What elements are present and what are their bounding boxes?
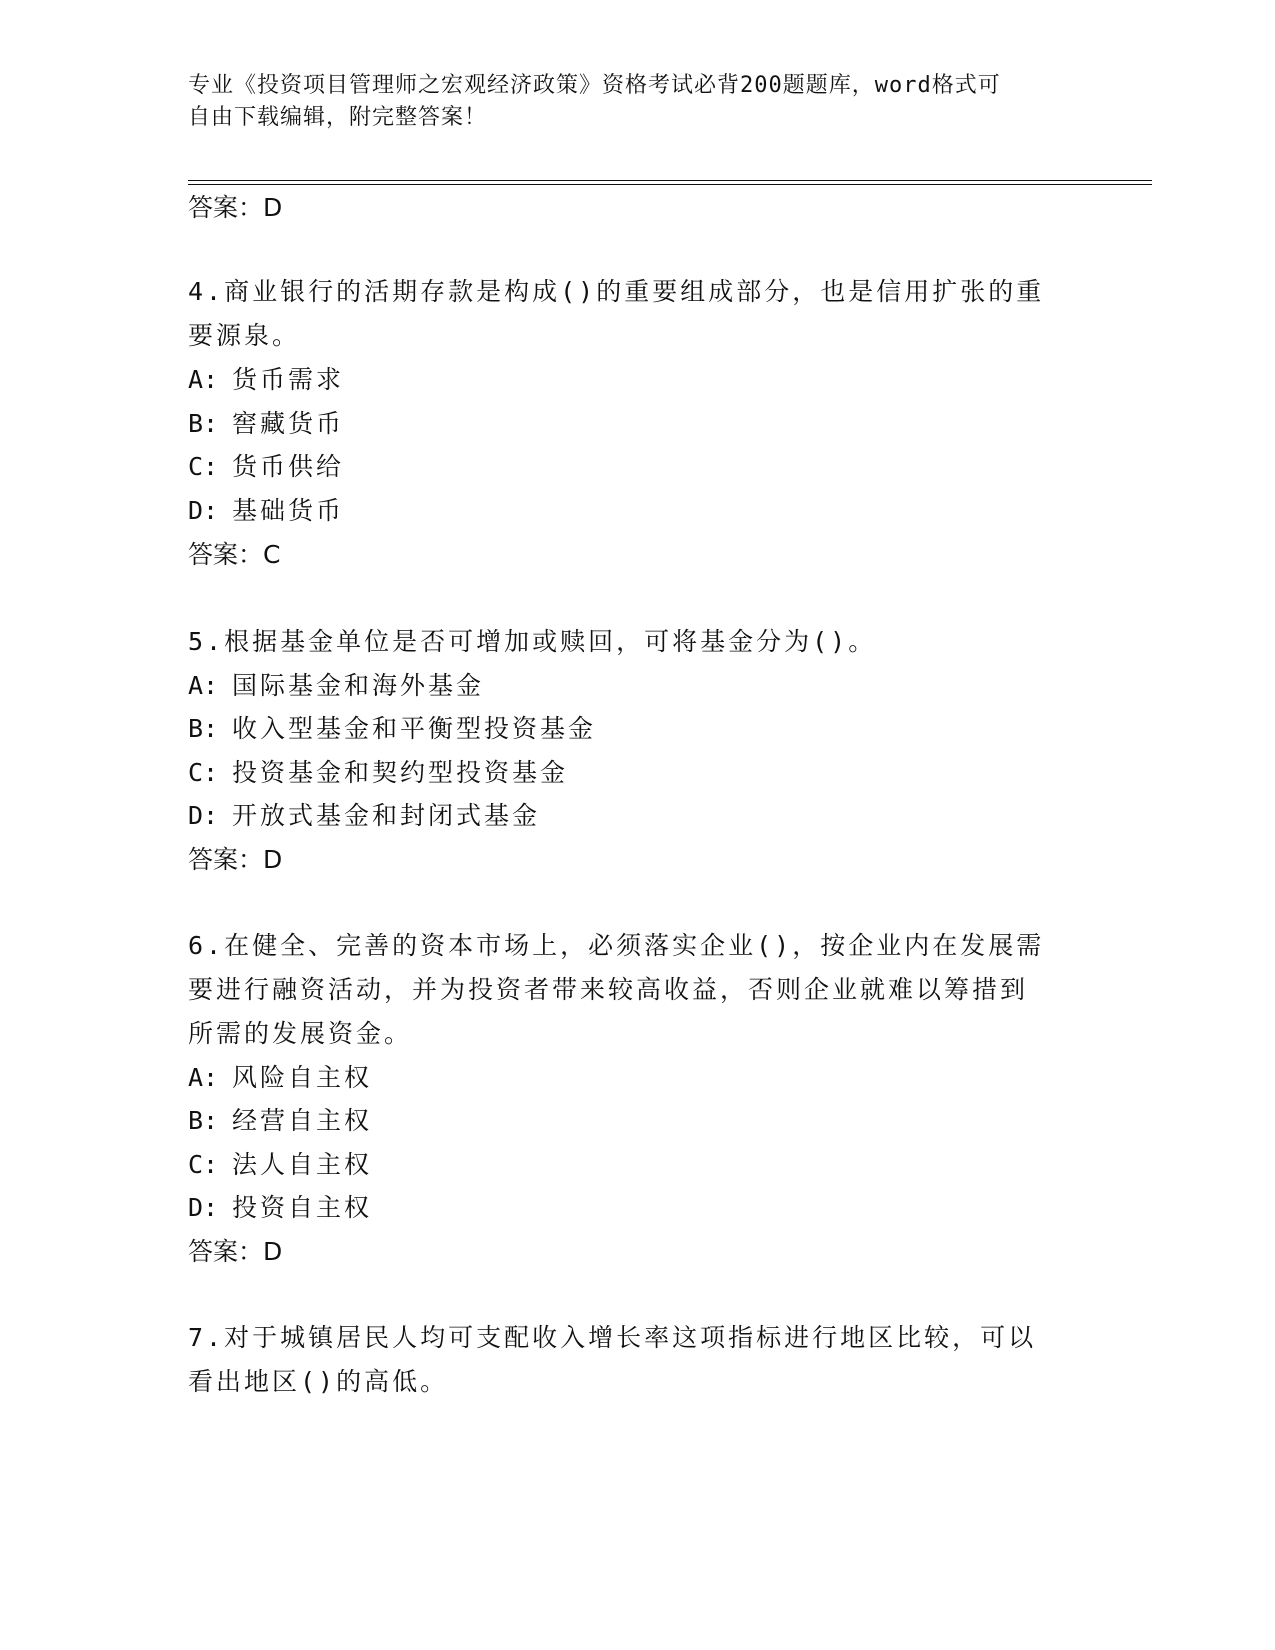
- option-c: [188, 447, 1088, 483]
- option-text: 投资基金和契约型投资基金: [232, 758, 569, 787]
- question-text-line: 要源泉。: [188, 321, 301, 350]
- header-line-2: 自由下载编辑，附完整答案！: [188, 105, 488, 130]
- option-text: 货币需求: [232, 365, 345, 394]
- option-letter: B:: [188, 409, 219, 438]
- option-letter: D:: [188, 801, 219, 830]
- option-text: 开放式基金和封闭式基金: [232, 801, 541, 830]
- answer-line: 答案：C: [188, 540, 281, 569]
- question-text-line: 5.根据基金单位是否可增加或赎回，可将基金分为()。: [188, 627, 877, 656]
- option-letter: C:: [188, 758, 219, 787]
- answer-line: 答案：D: [188, 1237, 283, 1266]
- option-text: 法人自主权: [232, 1150, 373, 1179]
- option-text: 货币供给: [232, 452, 345, 481]
- question-text-line: 所需的发展资金。: [188, 1019, 413, 1048]
- option-d: [188, 796, 1088, 832]
- option-d: [188, 491, 1088, 527]
- option-b: [188, 404, 1088, 440]
- answer-line: 答案：D: [188, 845, 283, 874]
- option-letter: C:: [188, 1150, 219, 1179]
- option-letter: D:: [188, 1193, 219, 1222]
- option-text: 经营自主权: [232, 1106, 373, 1135]
- answer-line: 答案：D: [188, 193, 283, 222]
- option-letter: A:: [188, 671, 219, 700]
- question-text-line: 要进行融资活动，并为投资者带来较高收益，否则企业就难以筹措到: [188, 975, 1029, 1004]
- option-text: 风险自主权: [232, 1063, 373, 1092]
- option-c: [188, 1145, 1088, 1181]
- option-letter: A:: [188, 1063, 219, 1092]
- option-a: [188, 1058, 1088, 1094]
- question-text-line: 4.商业银行的活期存款是构成()的重要组成部分，也是信用扩张的重: [188, 277, 1045, 306]
- option-text: 投资自主权: [232, 1193, 373, 1222]
- option-text: 基础货币: [232, 496, 345, 525]
- option-c: [188, 753, 1088, 789]
- option-text: 窖藏货币: [232, 409, 345, 438]
- question-text-line: 7.对于城镇居民人均可支配收入增长率这项指标进行地区比较，可以: [188, 1323, 1037, 1352]
- option-a: [188, 360, 1088, 396]
- option-letter: A:: [188, 365, 219, 394]
- option-letter: B:: [188, 714, 219, 743]
- header-line-1: 专业《投资项目管理师之宏观经济政策》资格考试必背200题题库，word格式可: [188, 73, 1001, 98]
- option-d: [188, 1188, 1088, 1224]
- option-letter: C:: [188, 452, 219, 481]
- option-b: [188, 709, 1088, 745]
- option-a: [188, 666, 1088, 702]
- option-letter: D:: [188, 496, 219, 525]
- option-letter: B:: [188, 1106, 219, 1135]
- header-divider-bottom: [188, 184, 1152, 185]
- option-text: 国际基金和海外基金: [232, 671, 485, 700]
- document-header: [188, 70, 1068, 134]
- option-b: [188, 1101, 1088, 1137]
- header-divider-top: [188, 180, 1152, 181]
- question-text-line: 看出地区()的高低。: [188, 1367, 449, 1396]
- option-text: 收入型基金和平衡型投资基金: [232, 714, 597, 743]
- question-text-line: 6.在健全、完善的资本市场上，必须落实企业()，按企业内在发展需: [188, 931, 1045, 960]
